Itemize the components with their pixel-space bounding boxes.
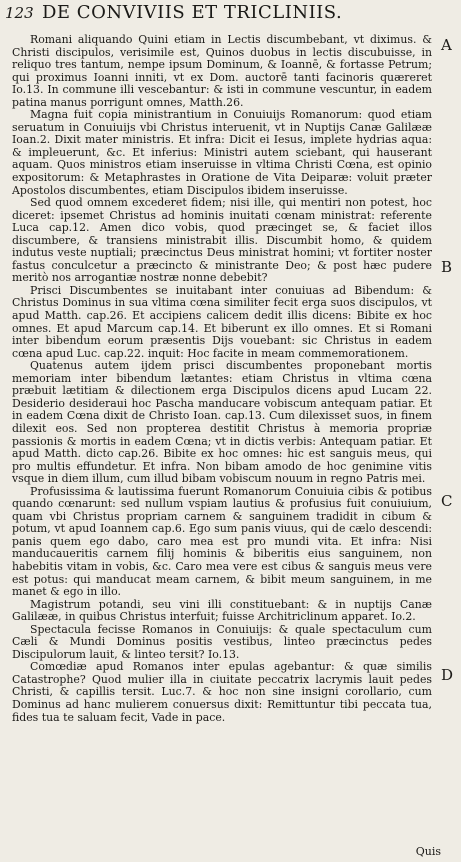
- paragraph: Romani aliquando Quini etiam in Lectis discumbebant, vt diximus. & Christi discipulos, verisimile est, Quinos duobus in lectis discubuisse, in reliquo tres tantum, nempe ipsum Dominum, & Ioannē, & fortasse Petrum; qui proximus Ioanni inniti, vt ex Dom. auctorē tanti facinoris quæreret Io.13. In commune illi vescebantur: & isti in commune vescuntur, in eadem patina manus porrigunt omnes, Matth.26.: [12, 33, 432, 109]
- paragraph: Sed quod omnem excederet fidem; nisi ille, qui mentiri non potest, hoc diceret: ipsemet Christus ad hominis inuitati cœnam ministrat: referente Luca cap.12. Amen dico vobis, quod præcinget se, & faciet illos discumbere, & transiens ministrabit illis. Discumbit homo, & quidem indutus veste nuptiali; præcinctus Deus ministrat homini; vt fortiter noster fastus conculcetur a præcincto & ministrante Deo; & post hæc pudere meritò nos arrogantiæ nostræ nonne debebit?: [12, 196, 432, 285]
- margin-letter-a: A: [441, 36, 452, 54]
- margin-letter-c: C: [441, 492, 453, 510]
- paragraph: Spectacula fecisse Romanos in Conuiuijs: & quale spectaculum cum Cæli & Mundi Dominus positis vestibus, linteo præcinctus pedes Discipulorum lauit, & linteo tersit? Io.13.: [12, 622, 432, 661]
- paragraph: Magna fuit copia ministrantium in Conuiuijs Romanorum: quod etiam seruatum in Conuiuijs vbi Christus interuenit, vt in Nuptijs Canæ Galilææ Ioan.2. Dixit mater ministris. Et infra: Dicit ei Iesus, implete hydrias aqua: & impleuerunt, &c. Et inferius: Ministri autem sciebant, qui hauserant aquam. Quos ministros etiam inseruisse in vltima Christi Cœna, est opinio expositorum: & Metaphrastes in Oratione de Vita Deiparæ: voluit præter Apostolos discumbentes, etiam Discipulos ibidem inseruisse.: [12, 108, 432, 197]
- page-number: 123: [5, 4, 34, 22]
- body-text: [12, 34, 432, 724]
- catchword: Quis: [415, 845, 441, 858]
- paragraph: Comœdiæ apud Romanos inter epulas agebantur: & quæ similis Catastrophe? Quod mulier illa in ciuitate peccatrix lacrymis lauit pedes Christi, & capillis tersit. Luc.7. & hoc non sine insigni corollario, cum Dominus ad hanc mulierem conuersus dixit: Remittuntur tibi peccata tua, fides tua te saluam fecit, Vade in pace.: [12, 660, 432, 724]
- margin-letter-d: D: [441, 666, 454, 684]
- paragraph: Quatenus autem ijdem prisci discumbentes proponebant mortis memoriam inter bibendum lætantes: etiam Christus in vltima cœna præbuit lætitiam & dilectionem erga Discipulos dicens apud Lucam 22. Desiderio desideraui hoc Pascha manducare vobiscum antequam patiar. Et in eadem Cœna dixit de Christo Ioan. cap.13. Cum dilexisset suos, in finem dilexit eos. Sed non propterea destitit Christus à memoria propriæ passionis & mortis in eadem Cœna; vt in dictis verbis: Antequam patiar. Et apud Matth. dicto cap.26. Bibite ex hoc omnes: hic est sanguis meus, qui pro multis effundetur. Et infra. Non bibam amodo de hoc genimine vitis vsque in diem illum, cum illud bibam vobiscum nouum in regno Patris mei.: [12, 359, 432, 486]
- paragraph: Prisci Discumbentes se inuitabant inter conuiuas ad Bibendum: & Christus Dominus in sua vltima cœna similiter fecit erga suos discipulos, vt apud Matth. cap.26. Et accipiens calicem dedit illis dicens: Bibite ex hoc omnes. Et apud Marcum cap.14. Et biberunt ex illo omnes. Et si Romani inter bibendum eorum præsentis Dijs vouebant: sic Christus in eadem cœna apud Luc. cap.22. inquit: Hoc facite in meam commemorationem.: [12, 283, 432, 360]
- running-head: DE CONVIVIIS ET TRICLINIIS.: [42, 2, 343, 23]
- margin-letter-b: B: [441, 258, 453, 276]
- paragraph: Magistrum potandi, seu vini illi constituebant: & in nuptijs Canæ Galilææ, in quibus Christus interfuit; fuisse Architriclinum apparet. Io.2.: [12, 597, 432, 624]
- paragraph: Profusissima & lautissima fuerunt Romanorum Conuiuia cibis & potibus quando cœnarunt: sed nullum vspiam lautius & profusius fuit conuiuium, quam vbi Christus propriam carnem & sanguinem tradidit in cibum & potum, vt apud Ioannem cap.6. Ego sum panis viuus, qui de cælo descendi: panis quem ego dabo, caro mea est pro mundi vita. Et infra: Nisi manducaueritis carnem filij hominis & biberitis eius sanguinem, non habebitis vitam in vobis, &c. Caro mea vere est cibus & sanguis meus vere est potus: qui manducat meam carnem, & bibit meum sanguinem, in me manet & ego in illo.: [12, 484, 432, 599]
